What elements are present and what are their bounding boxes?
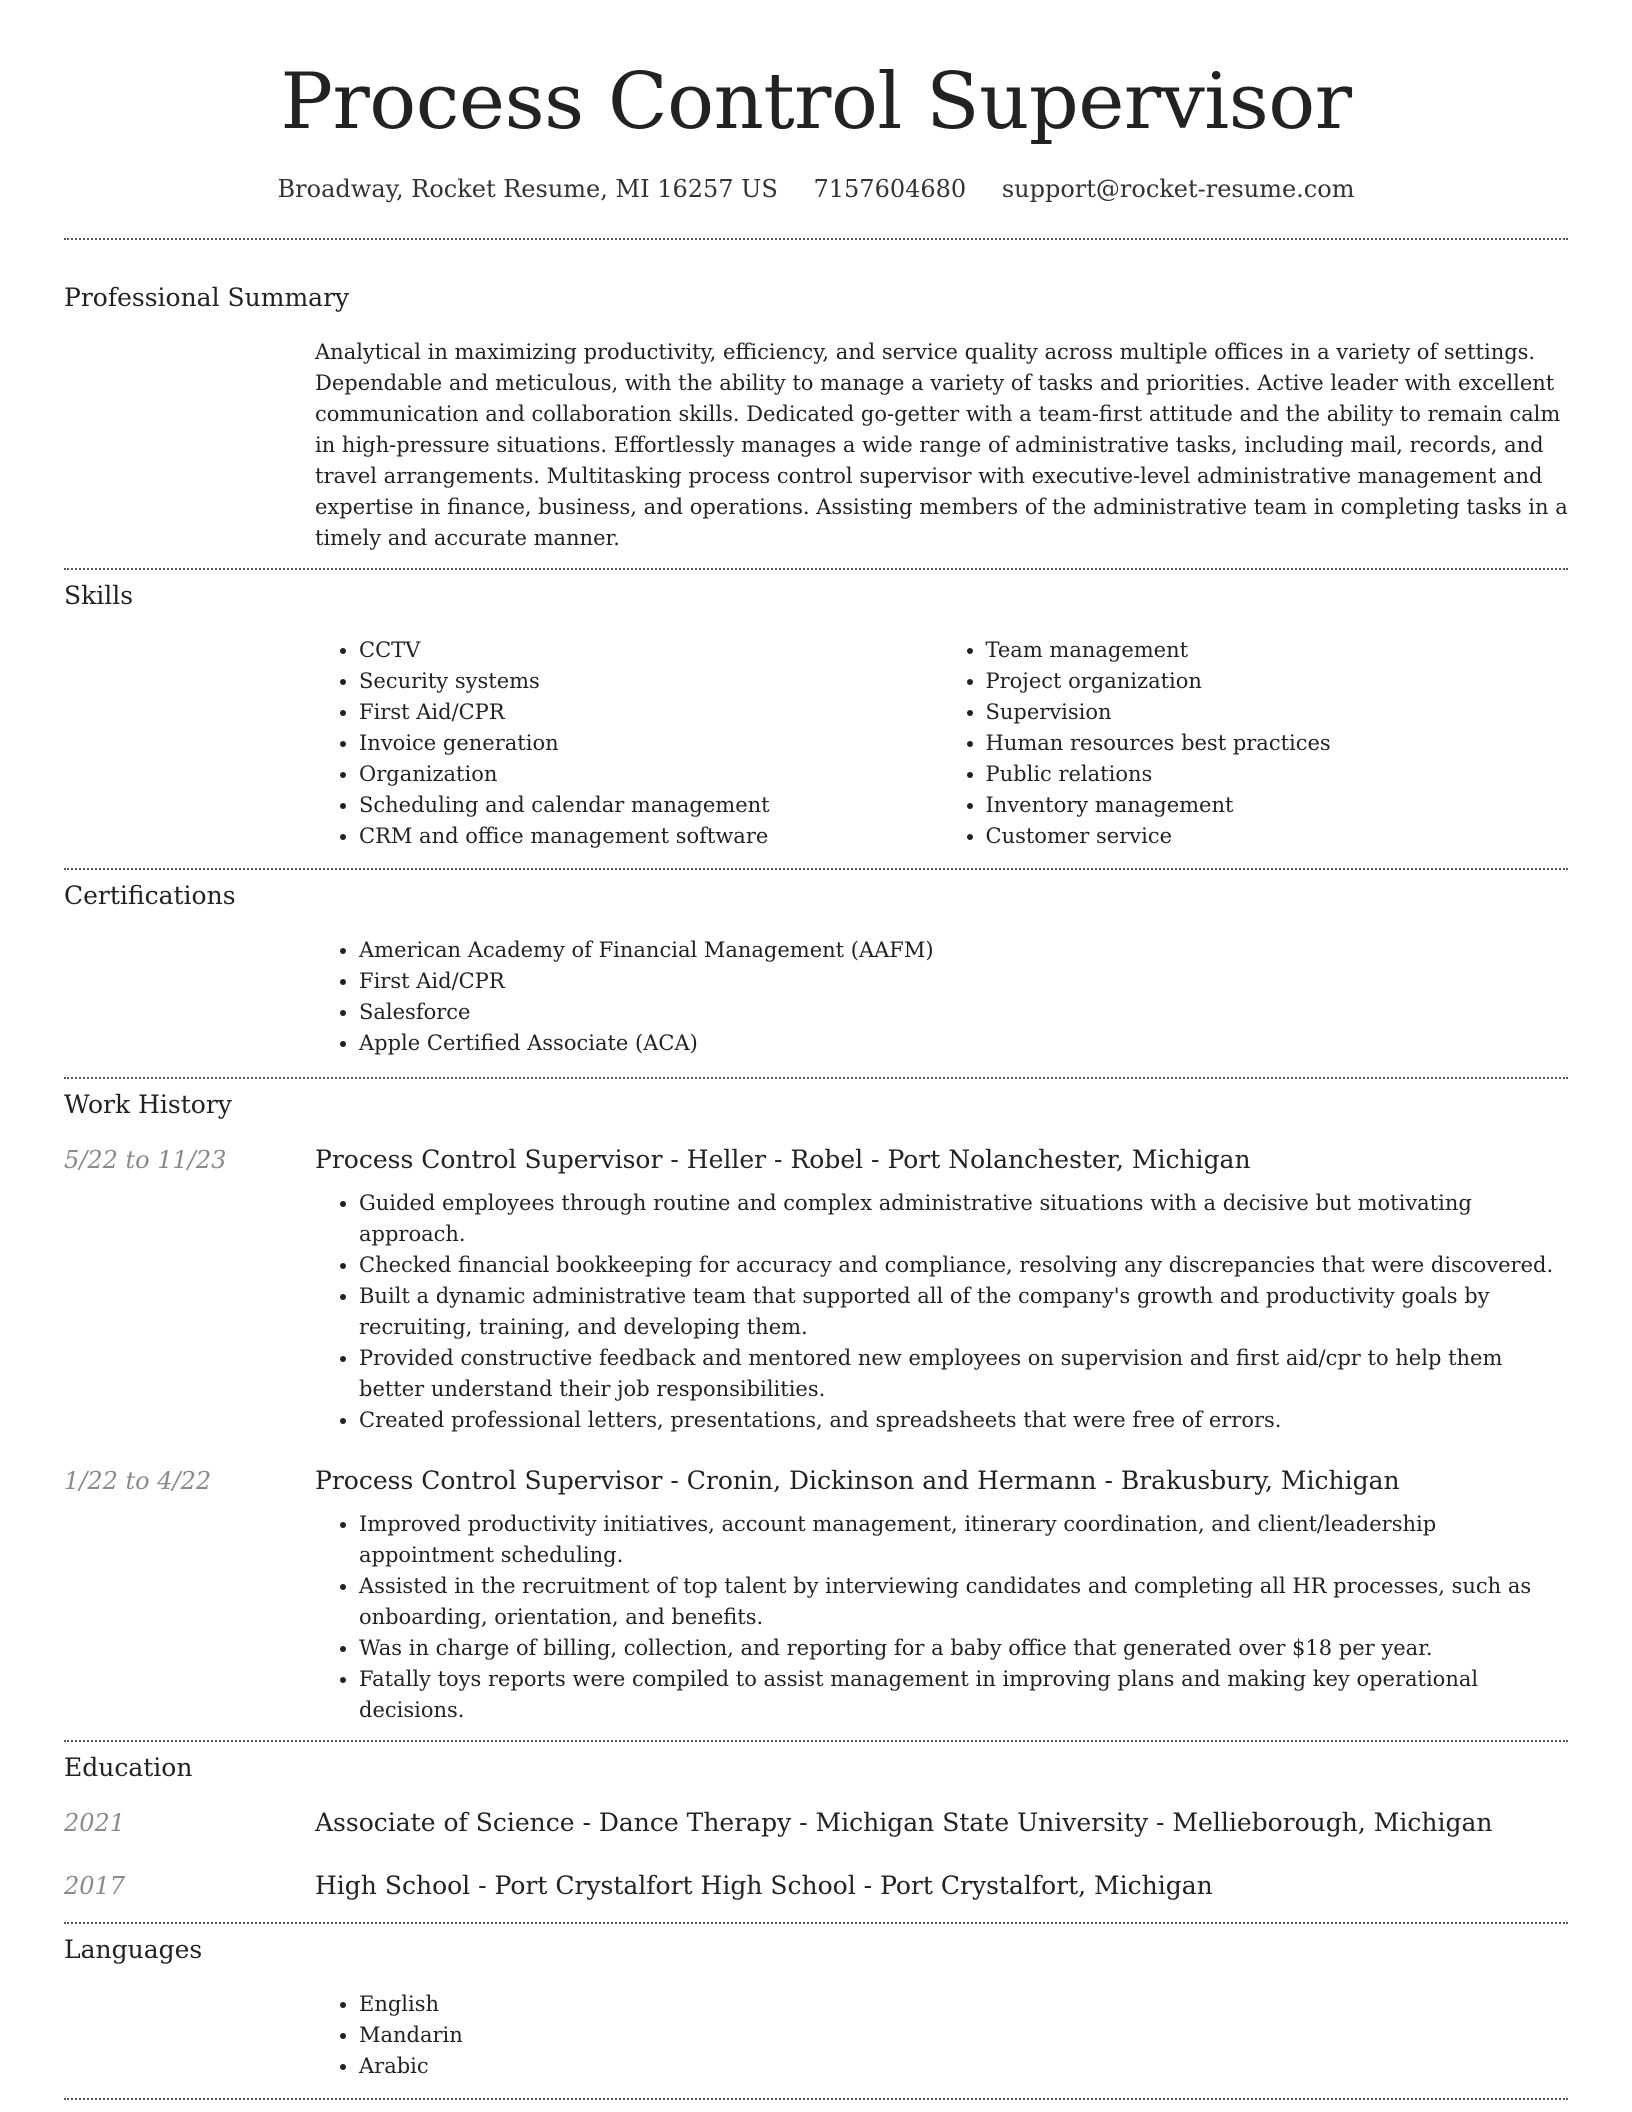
job-bullet: • Checked financial bookkeeping for accuracy and compliance, resolving any discrepancies that were discovered. xyxy=(359,1250,1568,1281)
certifications-list xyxy=(315,935,1568,1059)
language-item: • Mandarin xyxy=(359,2020,1568,2051)
skill-item: • Customer service xyxy=(986,821,1569,852)
contact-phone: 7157604680 xyxy=(813,175,967,203)
section-title-education: Education xyxy=(64,1753,193,1782)
education-entry xyxy=(64,1808,1568,1837)
section-title-work: Work History xyxy=(64,1090,232,1119)
certification-item: • First Aid/CPR xyxy=(359,966,1568,997)
education-section xyxy=(64,1742,1568,1900)
contact-address: Broadway, Rocket Resume, MI 16257 US xyxy=(277,175,778,203)
contact-email: support@rocket-resume.com xyxy=(1001,175,1355,203)
job-dates: 1/22 to 4/22 xyxy=(64,1467,212,1495)
skills-list-left xyxy=(315,635,942,852)
skills-list-right xyxy=(942,635,1569,852)
skill-item: • Organization xyxy=(359,759,942,790)
language-item: • English xyxy=(359,1989,1568,2020)
summary-section xyxy=(64,240,1568,554)
job-bullets xyxy=(315,1188,1568,1436)
skill-item: • Public relations xyxy=(986,759,1569,790)
skill-item: • Supervision xyxy=(986,697,1569,728)
language-item: • Arabic xyxy=(359,2051,1568,2082)
job-bullet: • Fatally toys reports were compiled to assist management in improving plans and making key operational decisions. xyxy=(359,1664,1568,1726)
education-entry xyxy=(64,1871,1568,1900)
job-heading: Process Control Supervisor - Heller - Robel - Port Nolanchester, Michigan xyxy=(315,1145,1251,1174)
job-heading: Process Control Supervisor - Cronin, Dickinson and Hermann - Brakusbury, Michigan xyxy=(315,1466,1400,1495)
skill-item: • Scheduling and calendar management xyxy=(359,790,942,821)
skill-item: • Invoice generation xyxy=(359,728,942,759)
work-section xyxy=(64,1079,1568,1726)
certification-item: • Salesforce xyxy=(359,997,1568,1028)
section-title-certifications: Certifications xyxy=(64,881,236,910)
skill-item: • First Aid/CPR xyxy=(359,697,942,728)
job-dates: 5/22 to 11/23 xyxy=(64,1146,227,1174)
skill-item: • CCTV xyxy=(359,635,942,666)
section-divider xyxy=(64,2098,1568,2100)
job-bullets xyxy=(315,1509,1568,1726)
skill-item: • Team management xyxy=(986,635,1569,666)
section-title-summary: Professional Summary xyxy=(64,283,350,312)
summary-text: Analytical in maximizing productivity, efficiency, and service quality across multiple offices in a variety of settings. Dependable and meticulous, with the ability to manage a variety of tasks and priorities. Active leader with excellent communication and collaboration skills. Dedicated go-getter with a team-first attitude and the ability to remain calm in high-pressure situations. Effortlessly manages a wide range of administrative tasks, including mail, records, and travel arrangements. Multitasking process control supervisor with executive-level administrative management and expertise in finance, business, and operations. Assisting members of the administrative team in completing tasks in a timely and accurate manner. xyxy=(315,340,1568,550)
languages-section xyxy=(64,1924,1568,2082)
job-bullet: • Created professional letters, presentations, and spreadsheets that were free of errors. xyxy=(359,1405,1568,1436)
contact-line xyxy=(64,174,1568,204)
certification-item: • American Academy of Financial Management (AAFM) xyxy=(359,935,1568,966)
education-year: 2021 xyxy=(64,1809,126,1837)
job-entry xyxy=(64,1466,1568,1726)
skills-section xyxy=(64,570,1568,852)
job-bullet: • Guided employees through routine and complex administrative situations with a decisive but motivating approach. xyxy=(359,1188,1568,1250)
education-year: 2017 xyxy=(64,1872,126,1900)
section-title-languages: Languages xyxy=(64,1935,203,1964)
section-title-skills: Skills xyxy=(64,581,134,610)
certifications-section xyxy=(64,870,1568,1059)
skill-item: • Security systems xyxy=(359,666,942,697)
education-text: High School - Port Crystalfort High School - Port Crystalfort, Michigan xyxy=(315,1871,1213,1900)
job-bullet: • Improved productivity initiatives, account management, itinerary coordination, and client/leadership appointment scheduling. xyxy=(359,1509,1568,1571)
skill-item: • Inventory management xyxy=(986,790,1569,821)
candidate-name: Process Control Supervisor xyxy=(280,57,1352,147)
job-entry xyxy=(64,1145,1568,1436)
job-bullet: • Assisted in the recruitment of top talent by interviewing candidates and completing all HR processes, such as onboarding, orientation, and benefits. xyxy=(359,1571,1568,1633)
job-bullet: • Provided constructive feedback and mentored new employees on supervision and first aid/cpr to help them better understand their job responsibilities. xyxy=(359,1343,1568,1405)
job-bullet: • Was in charge of billing, collection, and reporting for a baby office that generated over $18 per year. xyxy=(359,1633,1568,1664)
certification-item: • Apple Certified Associate (ACA) xyxy=(359,1028,1568,1059)
job-bullet: • Built a dynamic administrative team that supported all of the company's growth and productivity goals by recruiting, training, and developing them. xyxy=(359,1281,1568,1343)
languages-list xyxy=(315,1989,1568,2082)
skill-item: • CRM and office management software xyxy=(359,821,942,852)
skill-item: • Human resources best practices xyxy=(986,728,1569,759)
skill-item: • Project organization xyxy=(986,666,1569,697)
education-text: Associate of Science - Dance Therapy - Michigan State University - Mellieborough, Michigan xyxy=(315,1808,1493,1837)
